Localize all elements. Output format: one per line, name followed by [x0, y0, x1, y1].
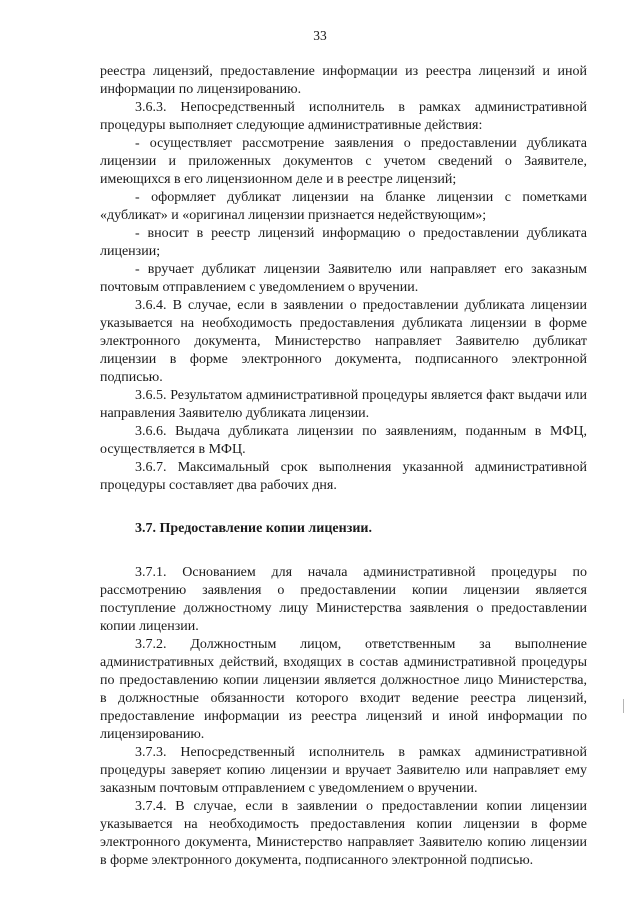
scan-margin-mark: [623, 699, 624, 713]
paragraph-3-6-6: 3.6.6. Выдача дубликата лицензии по заявлениям, поданным в МФЦ, осуществляется в МФЦ.: [100, 424, 587, 457]
list-item-review: - осуществляет рассмотрение заявления о предоставлении дубликата лицензии и приложенных документов с учетом сведений о Заявителе, имеющихся в его лицензионном деле и в реестре лицензий;: [100, 136, 587, 187]
paragraph-3-6-3: 3.6.3. Непосредственный исполнитель в рамках административной процедуры выполняет следующие административные действия:: [100, 100, 587, 133]
document-body: [100, 63, 587, 870]
list-item-issue-duplicate: - оформляет дубликат лицензии на бланке лицензии с пометками «дубликат» и «оригинал лицензии признается недействующим»;: [100, 190, 587, 223]
paragraph-3-7-4: 3.7.4. В случае, если в заявлении о предоставлении копии лицензии указывается на необходимость предоставления копии лицензии в форме электронного документа, Министерство направляет Заявителю копию лицензии в форме электронного документа, подписанного электронной подписью.: [100, 799, 587, 868]
section-heading: 3.7. Предоставление копии лицензии.: [135, 521, 372, 536]
paragraph-3-6-5: 3.6.5. Результатом административной процедуры является факт выдачи или направления Заявителю дубликата лицензии.: [100, 388, 587, 421]
paragraph-3-7-1: 3.7.1. Основанием для начала административной процедуры по рассмотрению заявления о предоставлении копии лицензии является поступление должностному лицу Министерства заявления о предоставлении копии лицензии.: [100, 565, 587, 634]
list-item-register-entry: - вносит в реестр лицензий информацию о предоставлении дубликата лицензии;: [100, 226, 587, 259]
paragraph-3-7-3: 3.7.3. Непосредственный исполнитель в рамках административной процедуры заверяет копию лицензии и вручает Заявителю или направляет ему заказным почтовым отправлением с уведомлением о вручении.: [100, 745, 587, 796]
paragraph-3-7-2: 3.7.2. Должностным лицом, ответственным за выполнение административных действий, входящих в состав административной процедуры по предоставлению копии лицензии является должностное лицо Министерства, в должностные обязанности которого входит ведение реестра лицензий, предоставление информации из реестра лицензий и иной информации по лицензированию.: [100, 637, 587, 742]
list-item-deliver: - вручает дубликат лицензии Заявителю или направляет его заказным почтовым отправлением с уведомлением о вручении.: [100, 262, 587, 295]
paragraph-3-6-4: 3.6.4. В случае, если в заявлении о предоставлении дубликата лицензии указывается на необходимость предоставления дубликата лицензии в форме электронного документа, Министерство направляет Заявителю дубликат лицензии в форме электронного документа, подписанного электронной подписью.: [100, 298, 587, 385]
paragraph-continuation: реестра лицензий, предоставление информации из реестра лицензий и иной информации по лицензированию.: [100, 64, 587, 97]
page-number: 33: [313, 28, 327, 43]
paragraph-3-6-7: 3.6.7. Максимальный срок выполнения указанной административной процедуры составляет два рабочих дня.: [100, 460, 587, 493]
